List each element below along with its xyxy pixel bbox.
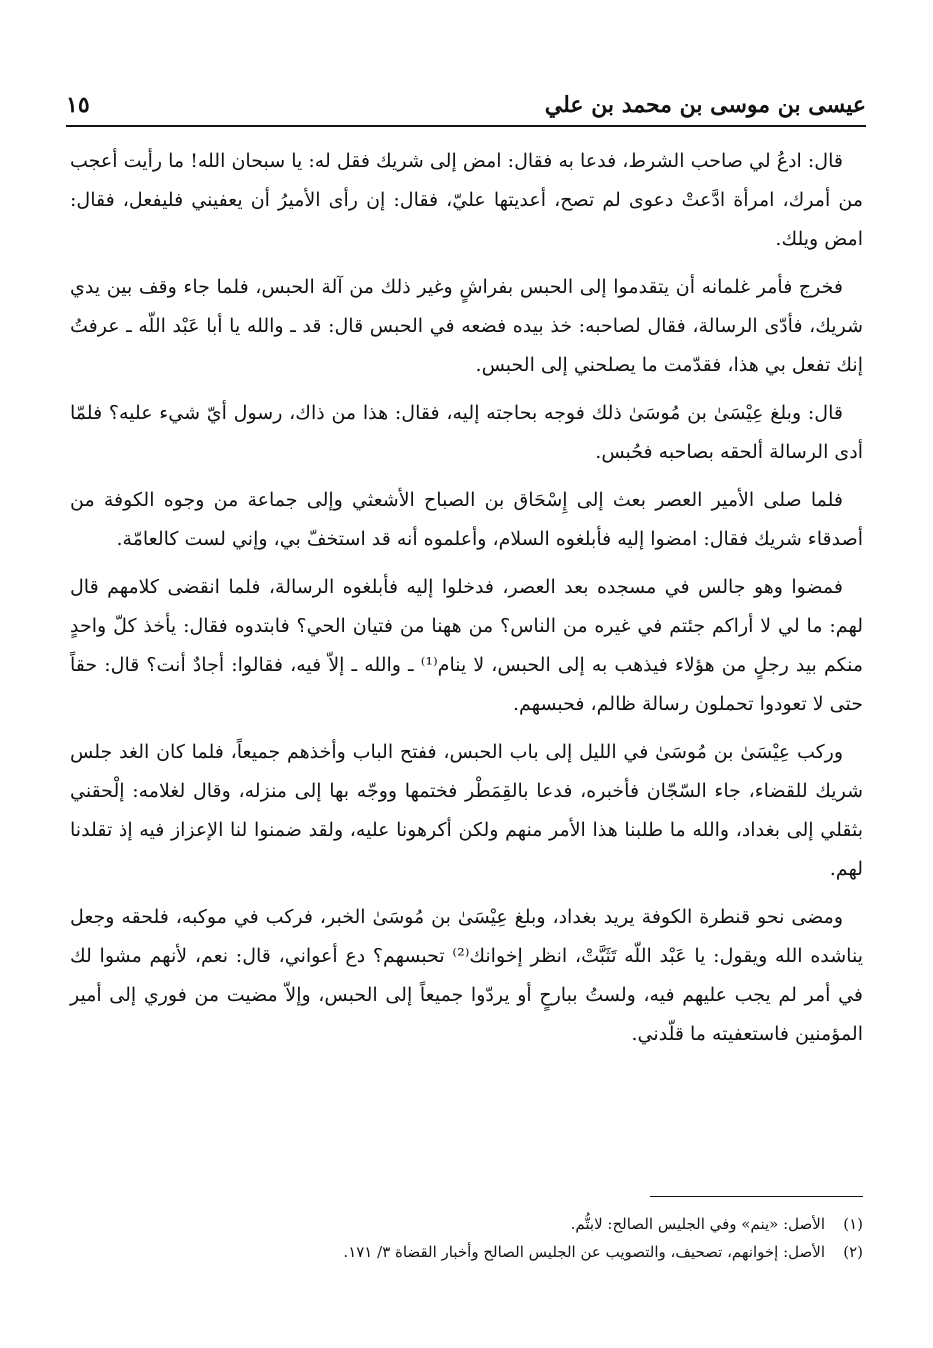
paragraph-5: فمضوا وهو جالس في مسجده بعد العصر، فدخلوا إليه فأبلغوه الرسالة، فلما انقضى كلامهم قال لهم: ما لي لا أراكم جئتم في غيره من الناس؟ من ههنا من فتيان الحي؟ فابتدوه فقال: يأخذ كلّ واحدٍ منكم بيد رجلٍ من هؤلاء فيذهب به إلى الحبس، لا ينام⁽¹⁾ ـ والله ـ إلاّ فيه، فقالوا: أجادٌ أنت؟ قال: حقاً حتى لا تعودوا تحملون رسالة ظالم، فحبسهم. — [70, 576, 863, 715]
paragraph-2: فخرج فأمر غلمانه أن يتقدموا إلى الحبس بفراشٍ وغير ذلك من آلة الحبس، فلما جاء وقف بين يدي شريك، فأدّى الرسالة، فقال لصاحبه: خذ بيده فضعه في الحبس قال: قد ـ والله يا أبا عَبْد اللّه ـ عرفتُ إنك تفعل بي هذا، فقدّمت ما يصلحني إلى الحبس. — [70, 276, 863, 376]
paragraph-4: فلما صلى الأمير العصر بعث إلى إِسْحَاق بن الصباح الأشعثي وإلى جماعة من وجوه الكوفة من أصدقاء شريك فقال: امضوا إليه فأبلغوه السلام، وأعلموه أنه قد استخفّ بي، وإني لست كالعامّة. — [70, 489, 863, 550]
footnote-text: الأصل: إخوانهم، تصحيف، والتصويب عن الجليس الصالح وأخبار القضاة ٣/ ١٧١. — [343, 1243, 825, 1261]
header-rule — [66, 125, 866, 127]
paragraph-3: قال: وبلغ عِيْسَىٰ بن مُوسَىٰ ذلك فوجه بحاجته إليه، فقال: هذا من ذاك، رسول أيّ شيء عليه؟ فلمّا أدى الرسالة ألحقه بصاحبه فحُبس. — [70, 402, 863, 463]
paragraph-6: وركب عِيْسَىٰ بن مُوسَىٰ في الليل إلى باب الحبس، ففتح الباب وأخذهم جميعاً، فلما كان الغد جلس شريك للقضاء، جاء السّجّان فأخبره، فدعا بالقِمَطْر فختمها ووجّه بها إلى منزله، وقال لغلامه: إلْحقني بثقلي إلى بغداد، والله ما طلبنا هذا الأمر منهم ولكن أكرهونا عليه، ولقد ضمنوا لنا الإعزاز فيه إذ تقلدنا لهم. — [70, 741, 863, 880]
footnote-number: (١) — [843, 1215, 863, 1233]
footnote-1 — [70, 1210, 863, 1238]
footnote-2 — [70, 1238, 863, 1266]
running-title: عيسى بن موسى بن محمد بن علي — [544, 92, 866, 118]
main-text — [70, 142, 863, 1063]
footnote-text: الأصل: «ينم» وفي الجليس الصالح: لابتُّم. — [570, 1215, 825, 1233]
paragraph-1: قال: ادعُ لي صاحب الشرط، فدعا به فقال: امض إلى شريك فقل له: يا سبحان الله! ما رأيت أعجب من أمرك، امرأة ادَّعتْ دعوى لم تصح، أعديتها عليّ، فقال: إن رأى الأميرُ أن يعفيني فليفعل، فقال: امض ويلك. — [70, 150, 863, 250]
footnote-separator — [650, 1196, 863, 1197]
paragraph-7: ومضى نحو قنطرة الكوفة يريد بغداد، وبلغ عِيْسَىٰ بن مُوسَىٰ الخبر، فركب في موكبه، فلحقه وجعل يناشده الله ويقول: يا عَبْد اللّه تَثَبَّتْ، انظر إخوانك⁽²⁾ تحبسهم؟ دع أعواني، قال: نعم، لأنهم مشوا لك في أمر لم يجب عليهم فيه، ولستُ ببارحٍ أو يردّوا جميعاً إلى الحبس، وإلاّ مضيت من فوري إلى أمير المؤمنين فاستعفيته ما قلّدني. — [70, 906, 863, 1045]
footnote-number: (٢) — [843, 1243, 863, 1261]
page-header — [66, 84, 866, 120]
footnotes — [70, 1210, 863, 1266]
page-number: ١٥ — [66, 92, 90, 118]
